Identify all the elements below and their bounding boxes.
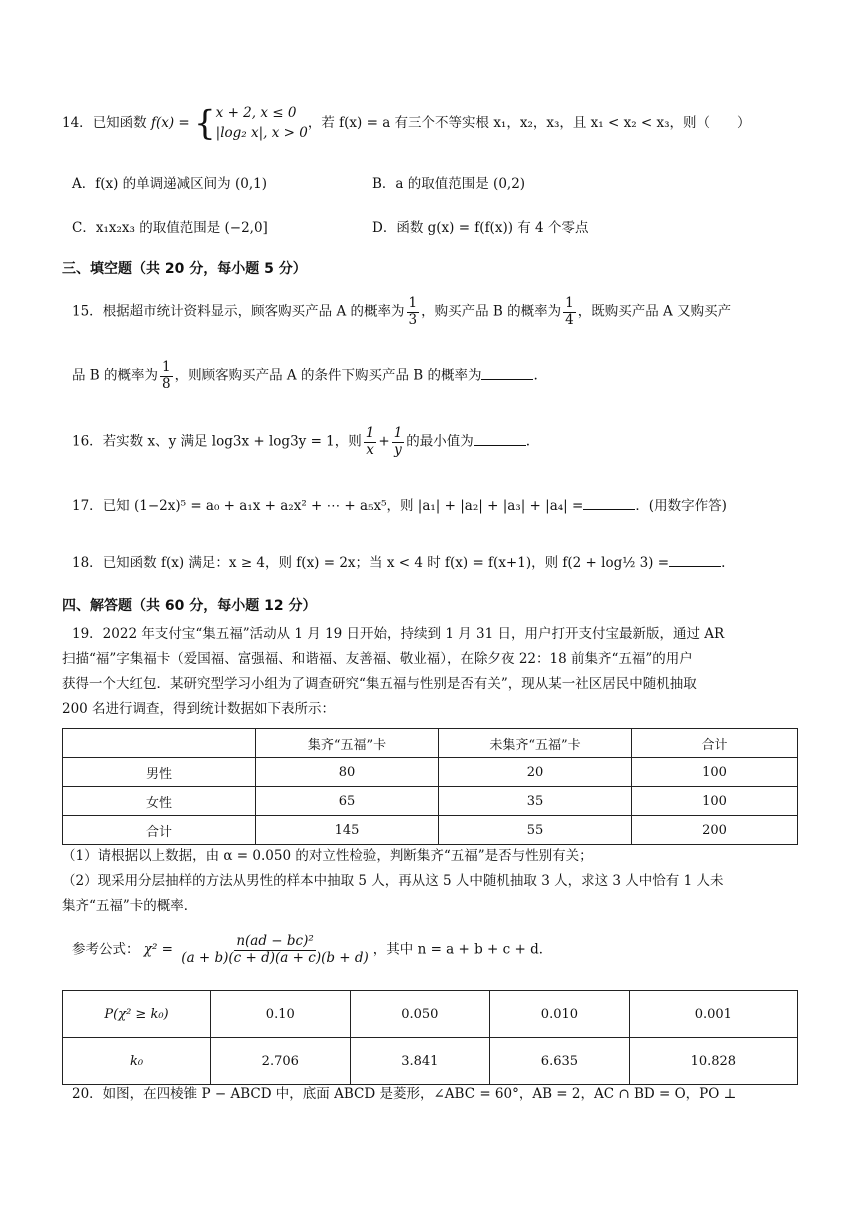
numerator: n(ad − bc)² (236, 933, 314, 949)
formula-fraction (179, 934, 371, 966)
table-cell: 65 (256, 787, 439, 816)
formula-lhs: χ² = (143, 941, 173, 958)
q14-option-c (72, 220, 268, 236)
q19-sub2b: 集齐“五福”卡的概率． (62, 898, 198, 914)
denominator: 4 (565, 311, 574, 328)
q18-number: 18． (72, 555, 103, 571)
q20-line: 20．如图，在四棱锥 P − ABCD 中，底面 ABCD 是菱形，∠ABC = 60°，AB = 2，AC ∩ BD = O，PO ⊥ (72, 1086, 737, 1102)
table-cell: 35 (439, 787, 632, 816)
answer-blank (669, 554, 721, 567)
q15-part4: 品 B 的概率为 (72, 367, 159, 384)
q14-option-a (72, 176, 267, 192)
table-cell: 女性 (63, 787, 256, 816)
numerator: 1 (162, 359, 171, 375)
q16-part1: 若实数 x、y 满足 log3x + log3y = 1，则 (102, 433, 362, 450)
table-cell: 55 (439, 816, 632, 845)
numerator: 1 (408, 295, 418, 311)
table-cell: 合计 (63, 816, 256, 845)
numerator: 1 (565, 295, 574, 311)
table-row (63, 1038, 798, 1085)
denominator: x (366, 441, 374, 458)
q16-fraction-2 (392, 426, 405, 458)
q16-line (72, 426, 530, 458)
row-label: P(χ² ≥ k₀) (63, 991, 211, 1038)
q17-text: 已知 (1−2x)⁵ = a₀ + a₁x + a₂x² + ⋯ + a₅x⁵，则 |a₁| + |a₂| + |a₃| + |a₄| = (102, 498, 584, 514)
option-text: a 的取值范围是 (0,2) (395, 176, 526, 192)
header-cell: 合计 (632, 729, 798, 758)
option-text: x₁x₂x₃ 的取值范围是 (−2,0] (95, 220, 268, 236)
q18-line (72, 554, 725, 571)
table-cell: 3.841 (350, 1038, 490, 1085)
table-cell: 100 (632, 758, 798, 787)
q17-line (72, 497, 727, 514)
denominator: (a + b)(c + d)(a + c)(b + d) (181, 949, 369, 966)
critical-value-table (62, 990, 798, 1085)
q15-line1 (72, 296, 731, 328)
q15-part3: ，既购买产品 A 又购买产 (577, 303, 732, 320)
formula-label: 参考公式： (72, 941, 140, 958)
table-row (63, 787, 798, 816)
q16-number: 16． (72, 433, 103, 450)
q19-line-3: 获得一个大红包．某研究型学习小组为了调查研究“集五福与性别是否有关”，现从某一社区居民中随机抽取 (62, 676, 697, 692)
option-label: D． (372, 220, 397, 236)
table-row (63, 758, 798, 787)
section3-title: 三、填空题（共 20 分，每小题 5 分） (62, 261, 307, 277)
q19-line-1: 19．2022 年支付宝“集五福”活动从 1 月 19 日开始，持续到 1 月 31 日，用户打开支付宝最新版，通过 AR (72, 626, 725, 642)
plus-sign: + (378, 433, 390, 450)
table-cell: 80 (256, 758, 439, 787)
q14-func: f(x) = (150, 115, 190, 132)
q17-end: ．(用数字作答) (635, 498, 727, 514)
row-label: k₀ (63, 1038, 211, 1085)
q14-intro: 已知函数 (92, 115, 147, 132)
q19-line-4: 200 名进行调查，得到统计数据如下表所示： (62, 701, 336, 717)
q15-part2: ，购买产品 B 的概率为 (421, 303, 562, 320)
q15-part1: 根据超市统计资料显示，顾客购买产品 A 的概率为 (102, 303, 405, 320)
q15-end: . (533, 367, 538, 384)
left-brace-icon: { (194, 103, 216, 144)
table-cell: 20 (439, 758, 632, 787)
q15-line2 (72, 360, 538, 392)
table-cell: 200 (632, 816, 798, 845)
denominator: y (394, 441, 402, 458)
table-cell: 0.10 (211, 991, 351, 1038)
table-header-row (63, 729, 798, 758)
q14-cases (216, 104, 308, 143)
table-row (63, 991, 798, 1038)
option-text: f(x) 的单调递减区间为 (0,1) (95, 176, 267, 192)
table-cell: 2.706 (211, 1038, 351, 1085)
answer-blank (583, 497, 635, 510)
denominator: 3 (408, 311, 418, 328)
formula-tail: ，其中 n = a + b + c + d． (372, 941, 553, 958)
q18-text: 已知函数 f(x) 满足：x ≥ 4，则 f(x) = 2x；当 x < 4 时 f(x) = f(x+1)，则 f(2 + log½ 3) = (102, 555, 670, 571)
table-cell: 0.050 (350, 991, 490, 1038)
q14-stem (62, 104, 751, 143)
table-cell: 6.635 (490, 1038, 630, 1085)
table-cell: 10.828 (629, 1038, 797, 1085)
numerator: 1 (365, 425, 375, 441)
header-cell (63, 729, 256, 758)
q18-end: . (721, 555, 726, 571)
table-cell: 0.010 (490, 991, 630, 1038)
q15-part5: ，则顾客购买产品 A 的条件下购买产品 B 的概率为 (174, 367, 482, 384)
denominator: 8 (162, 375, 171, 392)
table-cell: 男性 (63, 758, 256, 787)
q19-sub1: （1）请根据以上数据，由 α = 0.050 的对立性检验，判断集齐“五福”是否与性别有关； (62, 848, 593, 864)
q15-number: 15． (72, 303, 103, 320)
q15-fraction-3 (160, 360, 173, 392)
table-cell: 145 (256, 816, 439, 845)
numerator: 1 (393, 425, 403, 441)
q17-number: 17． (72, 498, 103, 514)
q14-number: 14． (62, 115, 93, 132)
q16-fraction-1 (364, 426, 377, 458)
section4-title: 四、解答题（共 60 分，每小题 12 分） (62, 598, 317, 614)
option-label: A． (72, 176, 96, 192)
option-label: B． (372, 176, 396, 192)
q15-fraction-2 (563, 296, 576, 328)
q19-sub2a: （2）现采用分层抽样的方法从男性的样本中抽取 5 人，再从这 5 人中随机抽取 3 人，求这 3 人中恰有 1 人未 (62, 873, 724, 889)
table-row (63, 816, 798, 845)
q19-formula (72, 934, 552, 966)
q14-option-b (372, 176, 525, 192)
option-text: 函数 g(x) = f(f(x)) 有 4 个零点 (396, 220, 589, 236)
answer-blank (481, 367, 533, 380)
q16-end: . (525, 433, 531, 450)
header-cell: 未集齐“五福”卡 (439, 729, 632, 758)
table-cell: 0.001 (629, 991, 797, 1038)
q16-part2: 的最小值为 (406, 433, 474, 450)
answer-blank (474, 433, 526, 446)
q14-case2: |log₂ x|, x > 0 (215, 124, 308, 141)
q19-line-2: 扫描“福”字集福卡（爱国福、富强福、和谐福、友善福、敬业福），在除夕夜 22：18 前集齐“五福”的用户 (62, 651, 693, 667)
q14-case1: x + 2, x ≤ 0 (215, 105, 297, 121)
q14-condition: ，若 f(x) = a 有三个不等实根 x₁，x₂，x₃，且 x₁ < x₂ < x₃，则（ ） (307, 115, 751, 132)
table-cell: 100 (632, 787, 798, 816)
q15-fraction-1 (407, 296, 420, 328)
q14-option-d (372, 220, 588, 236)
option-label: C． (72, 220, 96, 236)
header-cell: 集齐“五福”卡 (256, 729, 439, 758)
q19-data-table (62, 728, 798, 845)
